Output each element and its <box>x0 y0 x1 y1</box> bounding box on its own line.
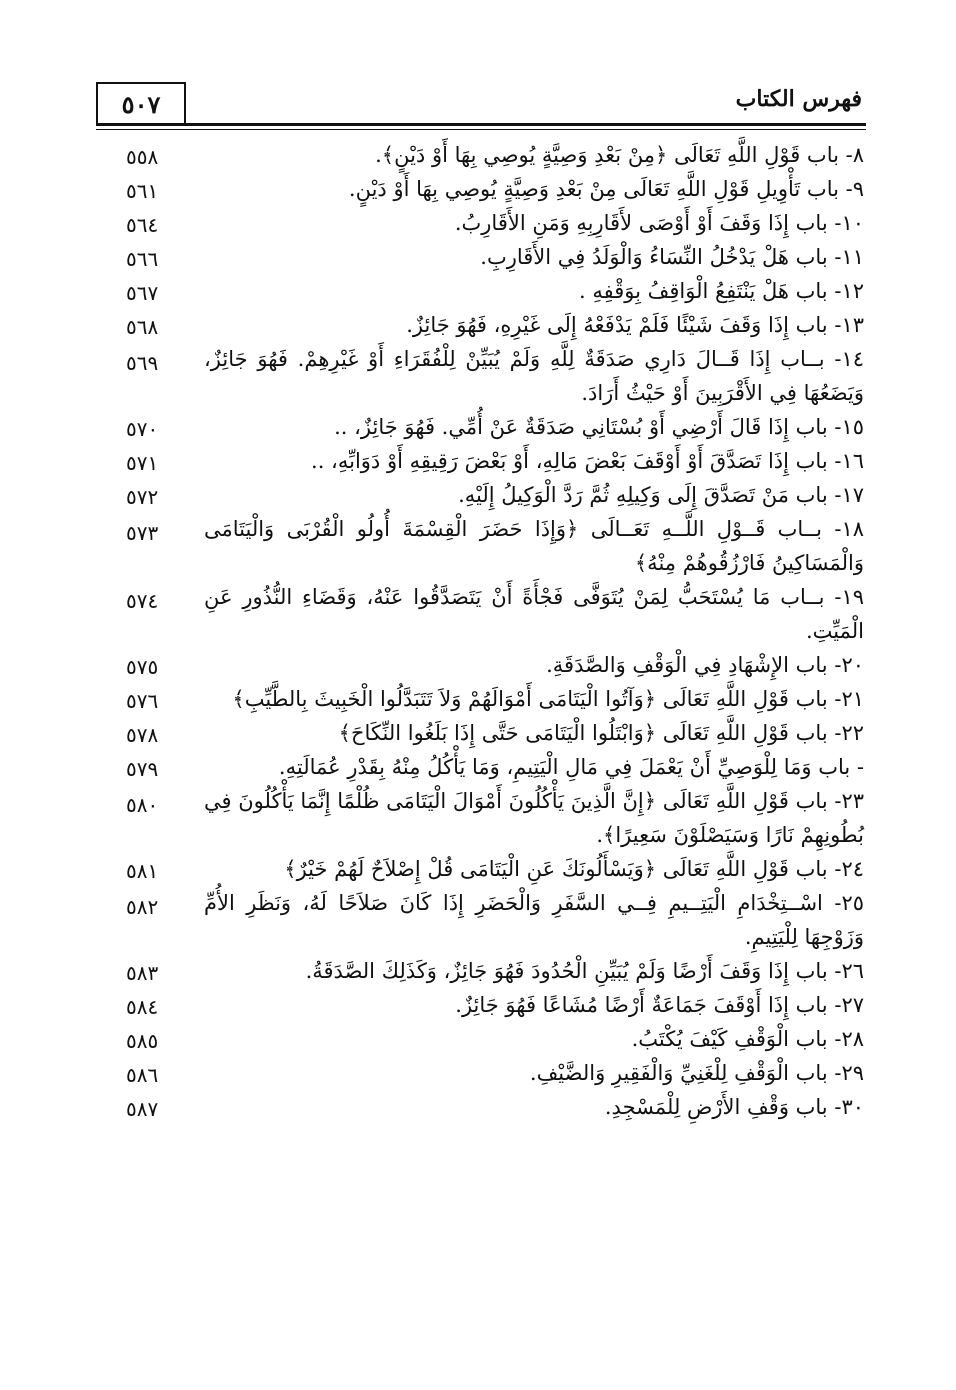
toc-entry-page: ٥٦٦ <box>126 247 159 271</box>
toc-entry-title: ٢٠- باب الإِشْهَادِ فِي الْوَقْفِ وَالصَّدَقَةِ. <box>546 653 864 677</box>
toc-entry-page: ٥٧٥ <box>126 655 159 679</box>
running-title: فهرس الكتاب <box>735 86 862 112</box>
toc-entry-title: ٢٧- باب إِذَا أَوْقَفَ جَمَاعَةٌ أَرْضًا مُشَاعًا فَهُوَ جَائِزٌ. <box>455 993 864 1017</box>
toc-entry-title: ٢٢- باب قَوْلِ اللَّهِ تَعَالَى ﴿وَابْتَلُوا الْيَتَامَى حَتَّى إِذَا بَلَغُوا النِّكَاحَ﴾ <box>338 721 864 745</box>
toc-entry-page: ٥٨٦ <box>126 1063 159 1087</box>
toc-entry <box>126 512 864 580</box>
toc-entry-title: ٢١- باب قَوْلِ اللَّهِ تَعَالَى ﴿وَآتُوا الْيَتَامَى أَمْوَالَهُمْ وَلاَ تَتَبَدَّلُوا الْخَبِيثَ بِالطَّيِّبِ﴾ <box>232 687 864 711</box>
toc-entry-title: ٢٨- باب الْوَقْفِ كَيْفَ يُكْتَبُ. <box>631 1027 864 1051</box>
toc-entry-page: ٥٨٤ <box>126 995 159 1019</box>
toc-entry-title: ٢٣- باب قَوْلِ اللَّهِ تَعَالَى ﴿إِنَّ الَّذِينَ يَأْكُلُونَ أَمْوَالَ الْيَتَامَى ظُلْمًا إِنَّمَا يَأْكُلُونَ فِي بُطُونِهِمْ نَارًا وَسَيَصْلَوْنَ سَعِيرًا﴾. <box>204 789 864 847</box>
toc-entry-page: ٥٨١ <box>126 859 159 883</box>
toc-entry <box>126 648 864 682</box>
toc-entry-page: ٥٧١ <box>126 451 159 475</box>
toc-entry-title: ٨- باب قَوْلِ اللَّهِ تَعَالَى ﴿مِنْ بَعْدِ وَصِيَّةٍ يُوصِي بِهَا أَوْ دَيْنٍ﴾. <box>375 143 864 167</box>
toc-entry <box>126 988 864 1022</box>
toc-entry-page: ٥٨٣ <box>126 961 159 985</box>
toc-entry <box>126 682 864 716</box>
toc-entry-page: ٥٨٥ <box>126 1029 159 1053</box>
toc-entry-page: ٥٧٨ <box>126 723 159 747</box>
toc-entry <box>126 138 864 172</box>
toc-entry <box>126 342 864 410</box>
toc-entry <box>126 308 864 342</box>
toc-entry <box>126 410 864 444</box>
toc-entry-title: ١٩- بــاب مَا يُسْتَحَبُّ لِمَنْ يُتَوَفَّى فَجْأَةً أَنْ يَتَصَدَّقُوا عَنْهُ، وَقَضَاءِ النُّذُورِ عَنِ الْمَيِّتِ. <box>204 585 864 643</box>
toc-entry-title: ١٦- باب إِذَا تَصَدَّقَ أَوْ أَوْقَفَ بَعْضَ مَالِهِ، أَوْ بَعْضَ رَقِيقِهِ أَوْ دَوَابِّهِ، .. <box>311 449 864 473</box>
page-header <box>96 78 866 128</box>
toc-entry-page: ٥٦٧ <box>126 281 159 305</box>
toc-entry <box>126 886 864 954</box>
toc-entry-page: ٥٦١ <box>126 179 159 203</box>
toc-entry-page: ٥٦٤ <box>126 213 159 237</box>
toc-entry-page: ٥٨٠ <box>126 793 159 817</box>
header-rule-thin <box>96 129 866 130</box>
toc-entry-title: ١٨- بــاب قَــوْلِ اللَّــهِ تَعَــالَى ﴿وَإِذَا حَضَرَ الْقِسْمَةَ أُولُو الْقُرْبَى وَالْيَتَامَى وَالْمَسَاكِينُ فَارْزُقُوهُمْ مِنْهُ﴾ <box>204 517 864 575</box>
toc-entry-page: ٥٧٢ <box>126 485 159 509</box>
toc-entry-title: ٢٦- باب إِذَا وَقَفَ أَرْضًا وَلَمْ يُبَيِّنِ الْحُدُودَ فَهُوَ جَائِزٌ، وَكَذَلِكَ الصَّدَقَةُ. <box>305 959 864 983</box>
toc-entry-page: ٥٨٧ <box>126 1097 159 1121</box>
toc-entry-title: ١٣- باب إِذَا وَقَفَ شَيْئًا فَلَمْ يَدْفَعْهُ إِلَى غَيْرِهِ، فَهُوَ جَائِزٌ. <box>406 313 864 337</box>
toc-entry-title: ١٢- باب هَلْ يَنْتَفِعُ الْوَاقِفُ بِوَقْفِهِ . <box>578 279 864 303</box>
toc-entry-title: ٢٩- باب الْوَقْفِ لِلْغَنِيِّ وَالْفَقِيرِ وَالضَّيْفِ. <box>529 1061 864 1085</box>
toc-entry-page: ٥٦٩ <box>126 351 159 375</box>
toc-entry-title: ١١- باب هَلْ يَدْخُلُ النِّسَاءُ وَالْوَلَدُ فِي الأَقَارِبِ. <box>480 245 864 269</box>
toc-entry-title: ١٤- بــاب إِذَا قَــالَ دَارِي صَدَقَةٌ لِلَّهِ وَلَمْ يُبَيِّنْ لِلْفُقَرَاءِ أَوْ غَيْرِهِمْ. فَهُوَ جَائِزٌ، وَيَضَعُهَا فِي الأَقْرَبِينَ أَوْ حَيْثُ أَرَادَ. <box>204 347 864 405</box>
toc-entry <box>126 580 864 648</box>
toc-entry-title: - باب وَمَا لِلْوَصِيِّ أَنْ يَعْمَلَ فِي مَالِ الْيَتِيمِ، وَمَا يَأْكُلُ مِنْهُ بِقَدْرِ عُمَالَتِهِ. <box>278 755 864 779</box>
toc-entry-title: ١٧- باب مَنْ تَصَدَّقَ إِلَى وَكِيلِهِ ثُمَّ رَدَّ الْوَكِيلُ إِلَيْهِ. <box>458 483 864 507</box>
toc-entry-page: ٥٧٤ <box>126 589 159 613</box>
toc-entry <box>126 784 864 852</box>
toc-entry-page: ٥٧٩ <box>126 757 159 781</box>
toc-entry <box>126 274 864 308</box>
toc-entry-title: ٢٥- اسْــتِخْدَامِ الْيَتِــيمِ فِــي السَّفَرِ وَالْحَضَرِ إِذَا كَانَ صَلاَحًا لَهُ، وَنَظَرِ الأُمِّ وَزَوْجِهَا لِلْيَتِيمِ. <box>204 891 864 949</box>
toc-entry <box>126 1090 864 1124</box>
table-of-contents <box>126 138 864 1124</box>
toc-entry <box>126 1056 864 1090</box>
toc-entry-page: ٥٦٨ <box>126 315 159 339</box>
toc-entry-title: ٢٤- باب قَوْلِ اللَّهِ تَعَالَى ﴿وَيَسْأَلُونَكَ عَنِ الْيَتَامَى قُلْ إِصْلاَحٌ لَهُمْ خَيْرٌ﴾ <box>284 857 864 881</box>
toc-entry <box>126 444 864 478</box>
toc-entry-page: ٥٧٣ <box>126 521 159 545</box>
toc-entry <box>126 716 864 750</box>
toc-entry <box>126 750 864 784</box>
toc-entry-page: ٥٧٦ <box>126 689 159 713</box>
toc-entry-title: ٩- باب تَأْوِيلِ قَوْلِ اللَّهِ تَعَالَى مِنْ بَعْدِ وَصِيَّةٍ يُوصِي بِهَا أَوْ دَيْنٍ. <box>348 177 864 201</box>
toc-entry-title: ١٠- باب إِذَا وَقَفَ أَوْ أَوْصَى لأَقَارِبِهِ وَمَنِ الأَقَارِبُ. <box>454 211 864 235</box>
toc-entry <box>126 852 864 886</box>
toc-entry <box>126 206 864 240</box>
toc-entry-title: ٣٠- باب وَقْفِ الأَرْضِ لِلْمَسْجِدِ. <box>604 1095 864 1119</box>
toc-entry-page: ٥٧٠ <box>126 417 159 441</box>
toc-entry-page: ٥٨٢ <box>126 895 159 919</box>
toc-entry <box>126 478 864 512</box>
toc-entry <box>126 1022 864 1056</box>
toc-entry-page: ٥٥٨ <box>126 145 159 169</box>
toc-entry <box>126 172 864 206</box>
toc-entry-title: ١٥- باب إِذَا قَالَ أَرْضِي أَوْ بُسْتَانِي صَدَقَةٌ عَنْ أُمِّي. فَهُوَ جَائِزٌ، .. <box>334 415 864 439</box>
toc-entry <box>126 240 864 274</box>
header-rule <box>96 123 866 126</box>
page-number: ٥٠٧ <box>96 82 186 124</box>
toc-entry <box>126 954 864 988</box>
